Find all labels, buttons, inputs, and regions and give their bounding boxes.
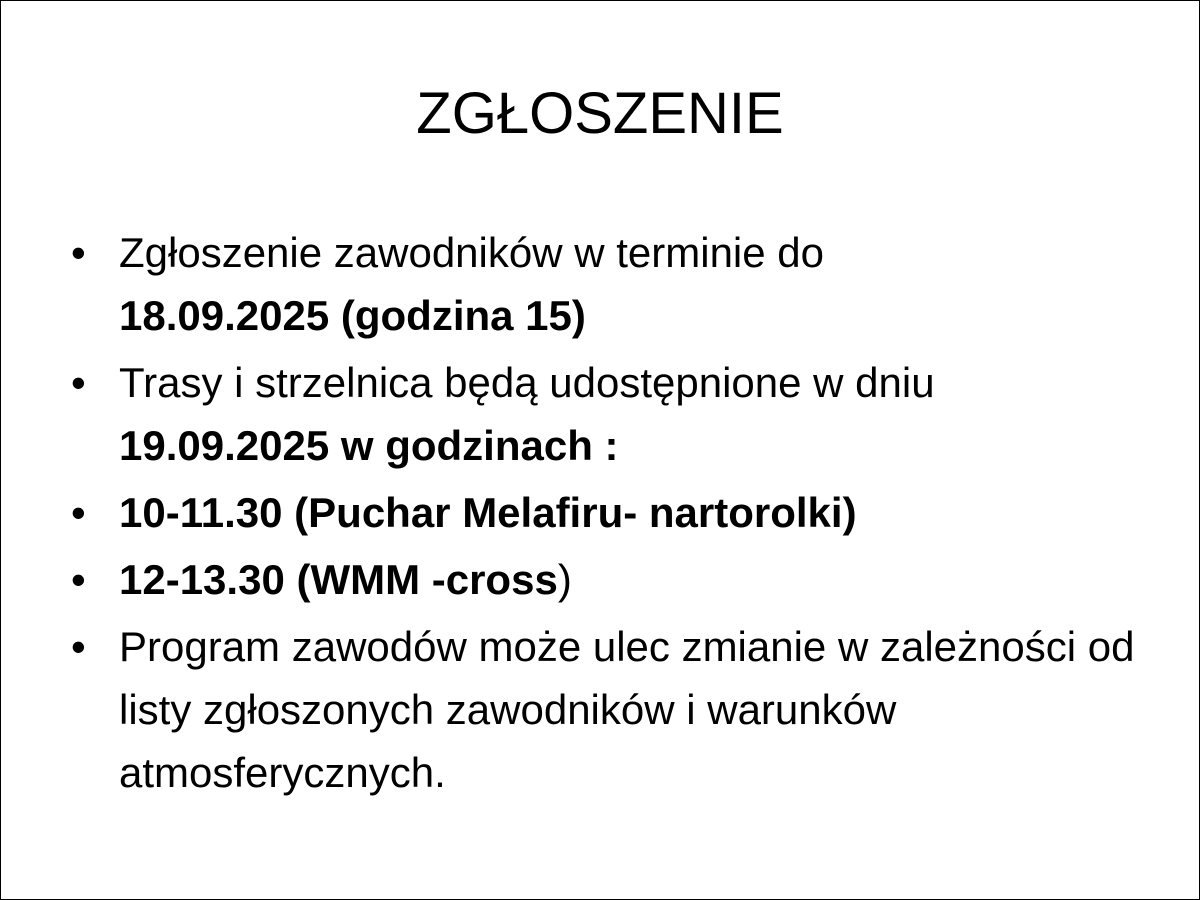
list-item-text: Trasy i strzelnica będą udostępnione w dniu: [119, 359, 935, 406]
bullet-icon: •: [71, 229, 86, 276]
list-item-bold-text: 18.09.2025 (godzina 15): [119, 292, 586, 339]
slide-title: ZGŁOSZENIE: [416, 81, 784, 146]
list-item-text: Program zawodów może ulec zmianie w zależności od listy zgłoszonych zawodników i warunków atmosferycznych.: [119, 623, 1135, 796]
bullet-icon: •: [71, 623, 86, 670]
list-item-text: Zgłoszenie zawodników w terminie do: [119, 229, 824, 276]
list-item-session-cross: [71, 548, 1161, 611]
bullet-icon: •: [71, 359, 86, 406]
list-item-track-availability: [71, 351, 1161, 477]
list-item-bold-text: 10-11.30 (Puchar Melafiru- nartorolki): [119, 489, 857, 536]
bullet-icon: •: [71, 489, 86, 536]
list-item-text-after: ): [557, 556, 572, 603]
list-item-bold-text: 12-13.30 (WMM -cross: [119, 556, 558, 603]
bullet-icon: •: [71, 556, 86, 603]
list-item-registration-deadline: [71, 221, 1161, 347]
bullet-list: [71, 221, 1161, 808]
list-item-bold-text: 19.09.2025 w godzinach :: [119, 422, 619, 469]
list-item-program-note: [71, 615, 1161, 804]
list-item-session-nartorolki: [71, 481, 1161, 544]
